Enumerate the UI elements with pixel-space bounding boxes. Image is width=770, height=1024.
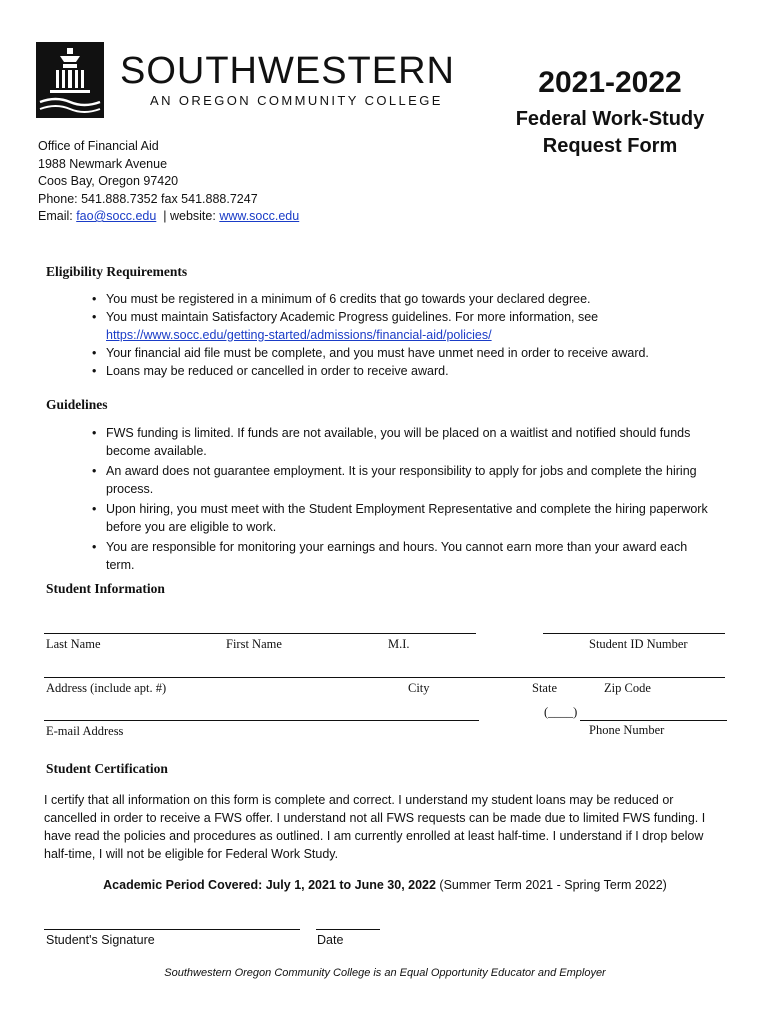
office-city: Coos Bay, Oregon 97420 xyxy=(38,174,179,188)
form-title-line1: Federal Work-Study xyxy=(515,108,705,130)
address-input-line[interactable] xyxy=(44,677,725,678)
office-name: Office of Financial Aid xyxy=(38,139,159,153)
list-item: • FWS funding is limited. If funds are not available, you will be placed on a waitlist and notified should funds become available. xyxy=(92,424,712,460)
signature-input-line[interactable] xyxy=(44,929,300,930)
student-id-label: Student ID Number xyxy=(589,637,688,651)
list-item: • Upon hiring, you must meet with the Student Employment Representative and complete the hiring paperwork before you are eligible to work. xyxy=(92,500,712,536)
student-id-input-line[interactable] xyxy=(543,633,725,634)
website-link[interactable]: www.socc.edu xyxy=(219,209,300,223)
state-label: State xyxy=(532,681,557,695)
policies-link[interactable]: https://www.socc.edu/getting-started/admissions/financial-aid/policies/ xyxy=(106,328,492,342)
phone-label: Phone Number xyxy=(589,723,665,737)
email-prefix: Email: xyxy=(38,209,77,223)
name-input-line[interactable] xyxy=(44,633,476,634)
college-logo-icon xyxy=(36,42,104,118)
email-link[interactable]: fao@socc.edu xyxy=(76,209,157,223)
date-label: Date xyxy=(317,933,344,947)
email-label: E-mail Address xyxy=(46,724,124,738)
last-name-label: Last Name xyxy=(46,637,101,651)
list-item: • You must be registered in a minimum of 6 credits that go towards your declared degree. xyxy=(92,290,732,308)
student-info-heading: Student Information xyxy=(46,581,165,596)
mi-label: M.I. xyxy=(388,637,410,651)
email-input-line[interactable] xyxy=(44,720,479,721)
phone-input-line[interactable] xyxy=(580,720,727,721)
guidelines-heading: Guidelines xyxy=(46,397,108,412)
signature-label: Student's Signature xyxy=(46,933,155,947)
list-item: • You are responsible for monitoring your earnings and hours. You cannot earn more than your award each term. xyxy=(92,538,712,574)
list-item: • An award does not guarantee employment. It is your responsibility to apply for jobs and complete the hiring process. xyxy=(92,462,712,498)
certification-heading: Student Certification xyxy=(46,761,168,776)
zip-label: Zip Code xyxy=(604,681,651,695)
website-prefix: | website: xyxy=(156,209,220,223)
eligibility-list xyxy=(92,290,732,380)
form-year: 2021-2022 xyxy=(538,66,682,99)
academic-period-terms: (Summer Term 2021 - Spring Term 2022) xyxy=(435,878,667,892)
date-input-line[interactable] xyxy=(316,929,380,930)
list-item-text: You must maintain Satisfactory Academic Progress guidelines. For more information, see xyxy=(106,310,599,324)
certification-text: I certify that all information on this form is complete and correct. I understand my student loans may be reduced or cancelled in order to receive a FWS offer. I understand not all FWS requests can be made due to limited FWS funding. I have read the policies and procedures as outlined. I am currently enrolled at least half-time. I understand if I drop below half-time, I will not be eligible for Federal Work Study. xyxy=(44,793,706,861)
guidelines-list xyxy=(92,424,712,574)
list-item xyxy=(92,308,732,344)
form-title xyxy=(505,106,715,160)
academic-period-bold: Academic Period Covered: July 1, 2021 to June 30, 2022 xyxy=(103,878,436,892)
footer-statement: Southwestern Oregon Community College is an Equal Opportunity Educator and Employer xyxy=(164,967,606,979)
logo-title: SOUTHWESTERN xyxy=(120,50,455,92)
eligibility-heading: Eligibility Requirements xyxy=(46,264,188,279)
first-name-label: First Name xyxy=(226,637,282,651)
address-label: Address (include apt. #) xyxy=(46,681,167,695)
list-item: • Loans may be reduced or cancelled in order to receive award. xyxy=(92,362,732,380)
office-email-line xyxy=(38,208,299,226)
academic-period xyxy=(0,878,770,892)
list-item: • Your financial aid file must be complete, and you must have unmet need in order to receive award. xyxy=(92,344,732,362)
logo-subtitle: AN OREGON COMMUNITY COLLEGE xyxy=(150,93,443,108)
office-phone: Phone: 541.888.7352 fax 541.888.7247 xyxy=(38,191,258,206)
city-label: City xyxy=(408,681,430,695)
office-contact-block xyxy=(38,138,299,226)
area-code-field[interactable]: (____) xyxy=(544,705,578,719)
office-street: 1988 Newmark Avenue xyxy=(38,156,168,171)
form-title-line2: Request Form xyxy=(542,135,678,157)
